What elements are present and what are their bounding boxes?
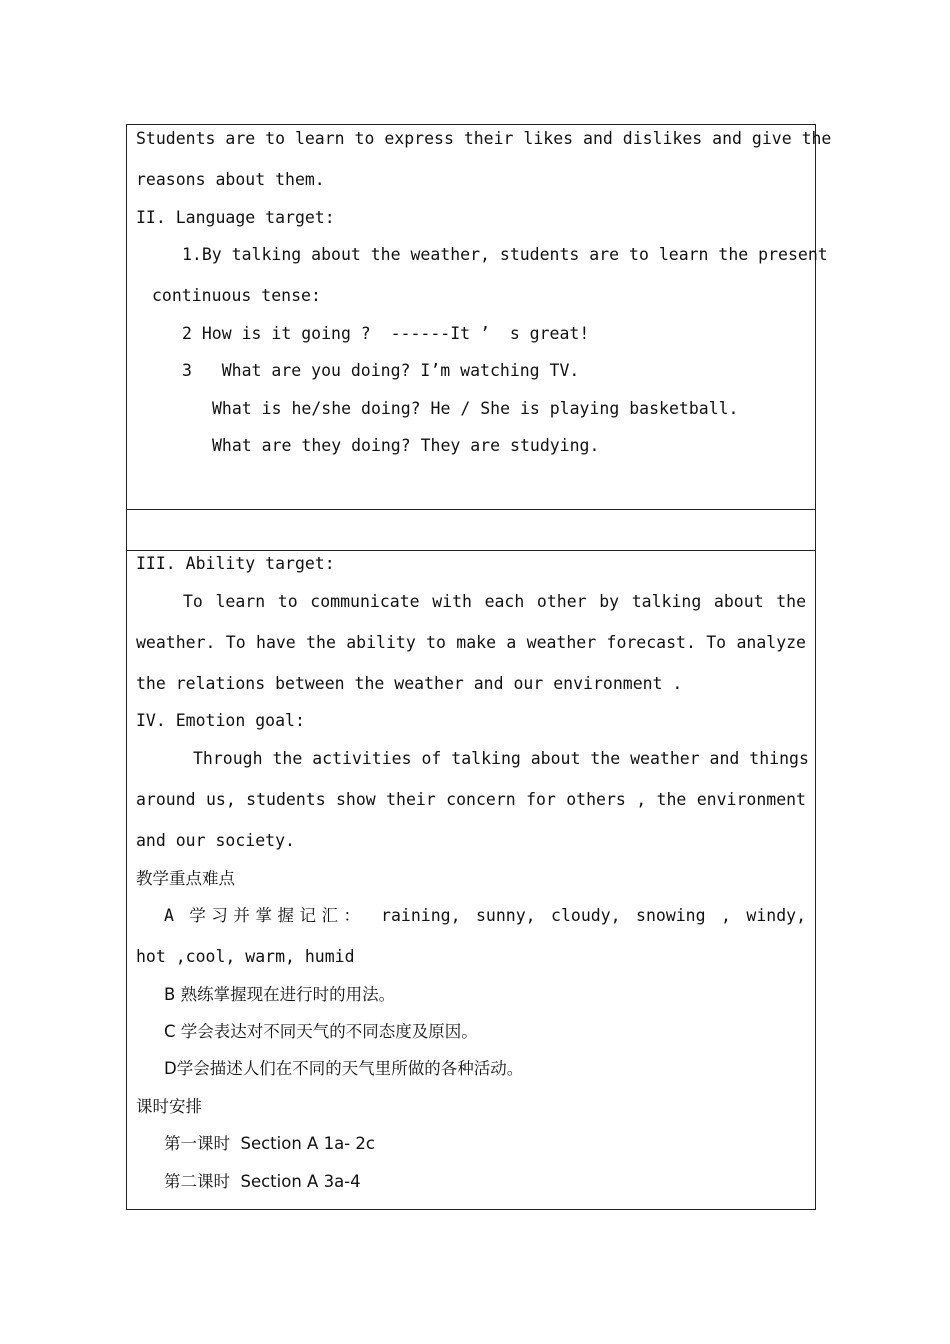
language-target-heading: II. Language target: [136, 208, 335, 227]
key-point-b: B 熟练掌握现在进行时的用法。 [164, 985, 396, 1004]
language-target-cell [126, 124, 832, 510]
key-point-d: D学会描述人们在不同的天气里所做的各种活动。 [164, 1059, 524, 1078]
emotion-text-2: around us, students show their concern for others , the environment [136, 790, 806, 809]
key-point-a-text: A 学习并掌握记汇： raining, sunny, cloudy, snowing , windy, [164, 906, 806, 925]
ability-text-2: weather. To have the ability to make a weather forecast. To analyze [136, 633, 806, 652]
ability-emotion-cell [126, 551, 816, 1210]
language-item-1-text: 1.By talking about the weather, students are to learn the present [182, 245, 828, 264]
ability-line-2 [136, 633, 806, 653]
ability-line-1 [183, 592, 806, 612]
language-item-2: 2 How is it going ? ------It ’ s great! [182, 324, 590, 343]
key-point-a-line-2: hot ,cool, warm, humid [136, 947, 355, 966]
schedule-item-2: 第二课时 Section A 3a-4 [164, 1172, 361, 1191]
emotion-text-1: Through the activities of talking about the weather and things [193, 749, 809, 768]
lesson-plan-table [126, 124, 832, 1210]
emotion-line-1 [193, 749, 809, 769]
intro-line-1 [136, 129, 832, 149]
emotion-goal-heading: IV. Emotion goal: [136, 711, 305, 730]
language-item-3: 3 What are you doing? I’m watching TV. [182, 361, 580, 380]
intro-text-1: Students are to learn to express their likes and dislikes and give the [136, 129, 832, 148]
key-point-c: C 学会表达对不同天气的不同态度及原因。 [164, 1022, 478, 1041]
emotion-line-3: and our society. [136, 831, 295, 850]
intro-line-2: reasons about them. [136, 170, 325, 189]
key-points-heading: 教学重点难点 [136, 869, 235, 888]
schedule-item-1: 第一课时 Section A 1a- 2c [164, 1134, 375, 1153]
key-point-a-line-1 [164, 906, 806, 926]
language-item-3-b: What is he/she doing? He / She is playing basketball. [212, 399, 739, 418]
empty-row [126, 510, 816, 551]
schedule-heading: 课时安排 [136, 1097, 202, 1116]
ability-target-heading: III. Ability target: [136, 554, 335, 573]
ability-text-1: To learn to communicate with each other by talking about the [183, 592, 806, 611]
language-item-3-c: What are they doing? They are studying. [212, 436, 600, 455]
language-item-1-line-2: continuous tense: [152, 286, 321, 305]
emotion-line-2 [136, 790, 806, 810]
ability-line-3: the relations between the weather and our environment . [136, 674, 683, 693]
language-item-1-line-1 [182, 245, 828, 265]
